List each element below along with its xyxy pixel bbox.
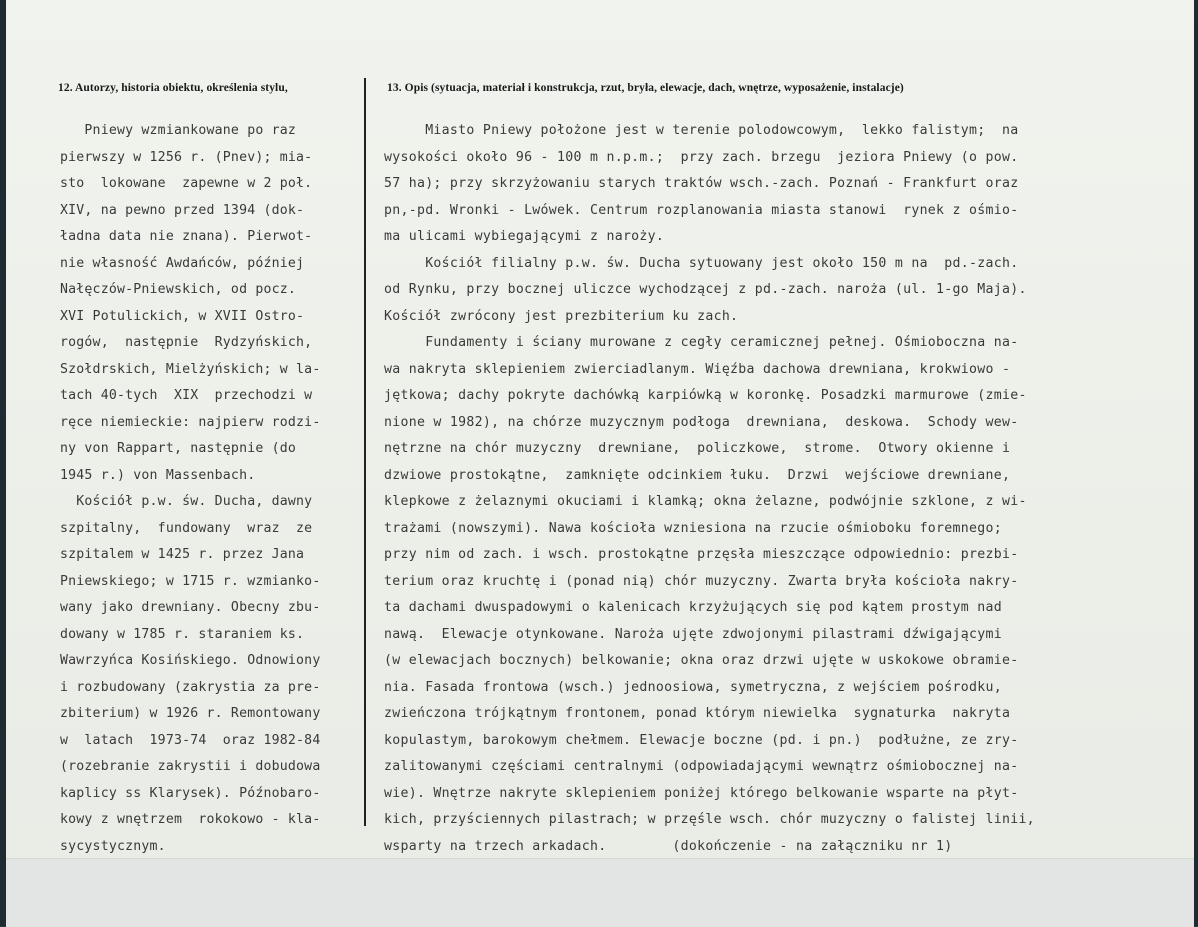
history-text-line: wany jako drewniany. Obecny zbu-: [60, 600, 321, 615]
history-text-line: ładna data nie znana). Pierwot-: [60, 229, 313, 244]
description-text-line: Kościół filialny p.w. św. Ducha sytuowany jest około 150 m na pd.-zach.: [384, 255, 1019, 271]
description-text-line: nione w 1982), na chórze muzycznym podłoga drewniana, deskowa. Schody wew-: [384, 414, 1019, 430]
history-text-line: Szołdrskich, Mielżyńskich; w la-: [60, 361, 321, 377]
history-text-line: dowany w 1785 r. staraniem ks.: [60, 626, 305, 642]
history-text-line: sto lokowane zapewne w 2 poł.: [60, 176, 313, 191]
scan-right-edge: [1194, 0, 1198, 926]
description-column: [384, 118, 1035, 860]
description-text-line: nia. Fasada frontowa (wsch.) jednoosiowa, symetryczna, z wejściem pośrodku,: [384, 679, 1002, 695]
paper-bottom-strip: [6, 858, 1194, 927]
description-text-line: wysokości około 96 - 100 m n.p.m.; przy zach. brzegu jeziora Pniewy (o pow.: [384, 149, 1019, 165]
description-text-line: zwieńczona trójkątnym frontonem, ponad którym niewielka sygnaturka nakryta: [384, 706, 1011, 721]
history-text-line: rogów, następnie Rydzyńskich,: [60, 335, 313, 350]
history-text-line: kaplicy ss Klarysek). Późnobaro-: [60, 785, 321, 801]
history-text-line: kowy z wnętrzem rokokowo - kla-: [60, 812, 321, 827]
history-text-line: zbiterium) w 1926 r. Remontowany: [60, 706, 321, 721]
description-text-line: jętkowa; dachy pokryte dachówką karpiówką w koronkę. Posadzki marmurowe (zmie-: [384, 388, 1027, 403]
history-text-line: Pniewy wzmiankowane po raz: [60, 123, 297, 138]
history-text-line: tach 40-tych XIX przechodzi w: [60, 388, 313, 403]
description-text-line: wie). Wnętrze nakryte sklepieniem poniżej którego belkowanie wsparte na płyt-: [384, 785, 1019, 801]
history-text-line: szpitalem w 1425 r. przez Jana: [60, 547, 305, 562]
history-text-line: szpitalny, fundowany wraz ze: [60, 520, 313, 536]
history-text-line: XVI Potulickich, w XVII Ostro-: [60, 308, 305, 324]
description-text-line: pn,-pd. Wronki - Lwówek. Centrum rozplanowania miasta stanowi rynek z ośmio-: [384, 202, 1019, 218]
history-text-line: nie własność Awdańców, później: [60, 255, 305, 271]
history-text-line: 1945 r.) von Massenbach.: [60, 467, 256, 483]
description-text-line: kopulastym, barokowym chełmem. Elewacje boczne (pd. i pn.) podłużne, ze zry-: [384, 732, 1019, 748]
history-text-line: Pniewskiego; w 1715 r. wzmianko-: [60, 573, 321, 589]
column-divider: [364, 78, 366, 826]
section-12-heading: 12. Autorzy, historia obiektu, określenia stylu,: [58, 82, 288, 94]
description-text-line: Miasto Pniewy położone jest w terenie polodowcowym, lekko falistym; na: [384, 123, 1019, 138]
history-text-line: (rozebranie zakrystii i dobudowa: [60, 759, 321, 774]
description-text-line: wsparty na trzech arkadach. (dokończenie - na załączniku nr 1): [384, 838, 953, 854]
description-text-line: trażami (nowszymi). Nawa kościoła wzniesiona na rzucie ośmioboku foremnego;: [384, 520, 1002, 536]
section-13-heading: 13. Opis (sytuacja, materiał i konstrukcja, rzut, bryła, elewacje, dach, wnętrze, wyposażenie, instalacje): [387, 82, 904, 94]
description-text-line: dzwiowe prostokątne, zamknięte odcinkiem łuku. Drzwi wejściowe drewniane,: [384, 467, 1011, 483]
description-text-line: (w elewacjach bocznych) belkowanie; okna oraz drzwi ujęte w uskokowe obramie-: [384, 653, 1019, 668]
description-text-line: wa nakryta sklepieniem zwierciadlanym. Więźba dachowa drewniana, krokwiowo -: [384, 361, 1011, 377]
description-text-line: Kościół zwrócony jest prezbiterium ku zach.: [384, 308, 739, 324]
description-text-line: ta dachami dwuspadowymi o kalenicach krzyżujących się pod kątem prostym nad: [384, 600, 1002, 615]
history-text-line: pierwszy w 1256 r. (Pnev); mia-: [60, 149, 313, 165]
history-text-line: ręce niemieckie: najpierw rodzi-: [60, 414, 321, 430]
history-text-line: sycystycznym.: [60, 838, 166, 854]
history-text-line: w latach 1973-74 oraz 1982-84: [60, 732, 321, 748]
history-column: [60, 118, 320, 860]
history-text-line: ny von Rappart, następnie (do: [60, 441, 297, 456]
history-text-line: Wawrzyńca Kosińskiego. Odnowiony: [60, 653, 321, 668]
description-text-line: od Rynku, przy bocznej uliczce wychodzącej z pd.-zach. naroża (ul. 1-go Maja).: [384, 282, 1027, 297]
description-text-line: Fundamenty i ściany murowane z cegły ceramicznej pełnej. Ośmioboczna na-: [384, 335, 1019, 350]
description-text-line: klepkowe z żelaznymi okuciami i klamką; okna żelazne, podwójnie szklone, z wi-: [384, 494, 1027, 509]
description-text-line: 57 ha); przy skrzyżowaniu starych traktów wsch.-zach. Poznań - Frankfurt oraz: [384, 176, 1019, 191]
history-text-line: i rozbudowany (zakrystia za pre-: [60, 679, 321, 695]
description-text-line: nętrzne na chór muzyczny drewniane, policzkowe, strome. Otwory okienne i: [384, 441, 1011, 456]
history-text-line: Nałęczów-Pniewskich, od pocz.: [60, 282, 297, 297]
history-text-line: Kościół p.w. św. Ducha, dawny: [60, 494, 313, 509]
description-text-line: zalitowanymi częściami centralnymi (odpowiadającymi wewnątrz ośmiobocznej na-: [384, 759, 1019, 774]
description-text-line: terium oraz kruchtę i (ponad nią) chór muzyczny. Zwarta bryła kościoła nakry-: [384, 573, 1019, 589]
description-text-line: przy nim od zach. i wsch. prostokątne przęsła mieszczące odpowiednio: prezbi-: [384, 547, 1019, 562]
description-text-line: ma ulicami wybiegającymi z naroży.: [384, 229, 665, 244]
history-text-line: XIV, na pewno przed 1394 (dok-: [60, 202, 305, 218]
description-text-line: kich, przyściennych pilastrach; w przęśle wsch. chór muzyczny o falistej linii,: [384, 812, 1035, 827]
description-text-line: nawą. Elewacje otynkowane. Naroża ujęte zdwojonymi pilastrami dźwigającymi: [384, 626, 1002, 642]
